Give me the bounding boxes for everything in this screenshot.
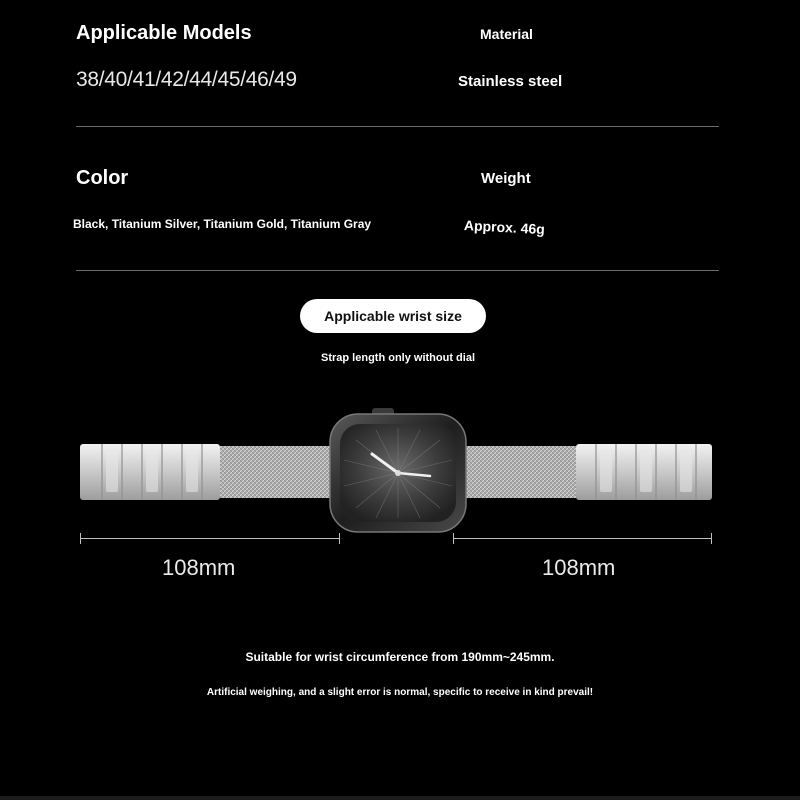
weight-value: Approx. 46g	[463, 217, 546, 238]
color-value: Black, Titanium Silver, Titanium Gold, Titanium Gray	[73, 217, 372, 231]
watch-product-image	[0, 400, 800, 540]
disclaimer-note: Artificial weighing, and a slight error is normal, specific to receive in kind prevail!	[206, 687, 594, 698]
left-measure-tick-start	[80, 533, 81, 544]
left-length-label: 108mm	[162, 555, 236, 580]
circumference-note: Suitable for wrist circumference from 190mm~245mm.	[245, 650, 555, 664]
right-mesh-band	[464, 446, 576, 498]
divider-bottom	[76, 270, 719, 271]
models-heading: Applicable Models	[76, 22, 252, 44]
left-mesh-band	[220, 446, 332, 498]
bottom-edge	[0, 796, 800, 800]
right-link-band	[576, 444, 712, 500]
right-length-label: 108mm	[542, 555, 616, 580]
applicable-wrist-size-pill: Applicable wrist size	[300, 299, 486, 333]
strap-length-caption: Strap length only without dial	[321, 352, 475, 364]
left-measure-tick-end	[339, 533, 340, 544]
right-measure-tick-start	[453, 533, 454, 544]
color-heading: Color	[76, 167, 129, 189]
left-measure-line	[80, 538, 340, 539]
models-value: 38/40/41/42/44/45/46/49	[76, 68, 297, 91]
material-value: Stainless steel	[458, 73, 563, 90]
weight-heading: Weight	[481, 170, 531, 187]
right-measure-tick-end	[711, 533, 712, 544]
right-measure-line	[453, 538, 712, 539]
left-link-band	[80, 444, 220, 500]
divider-top	[76, 126, 719, 127]
material-heading: Material	[480, 26, 533, 42]
